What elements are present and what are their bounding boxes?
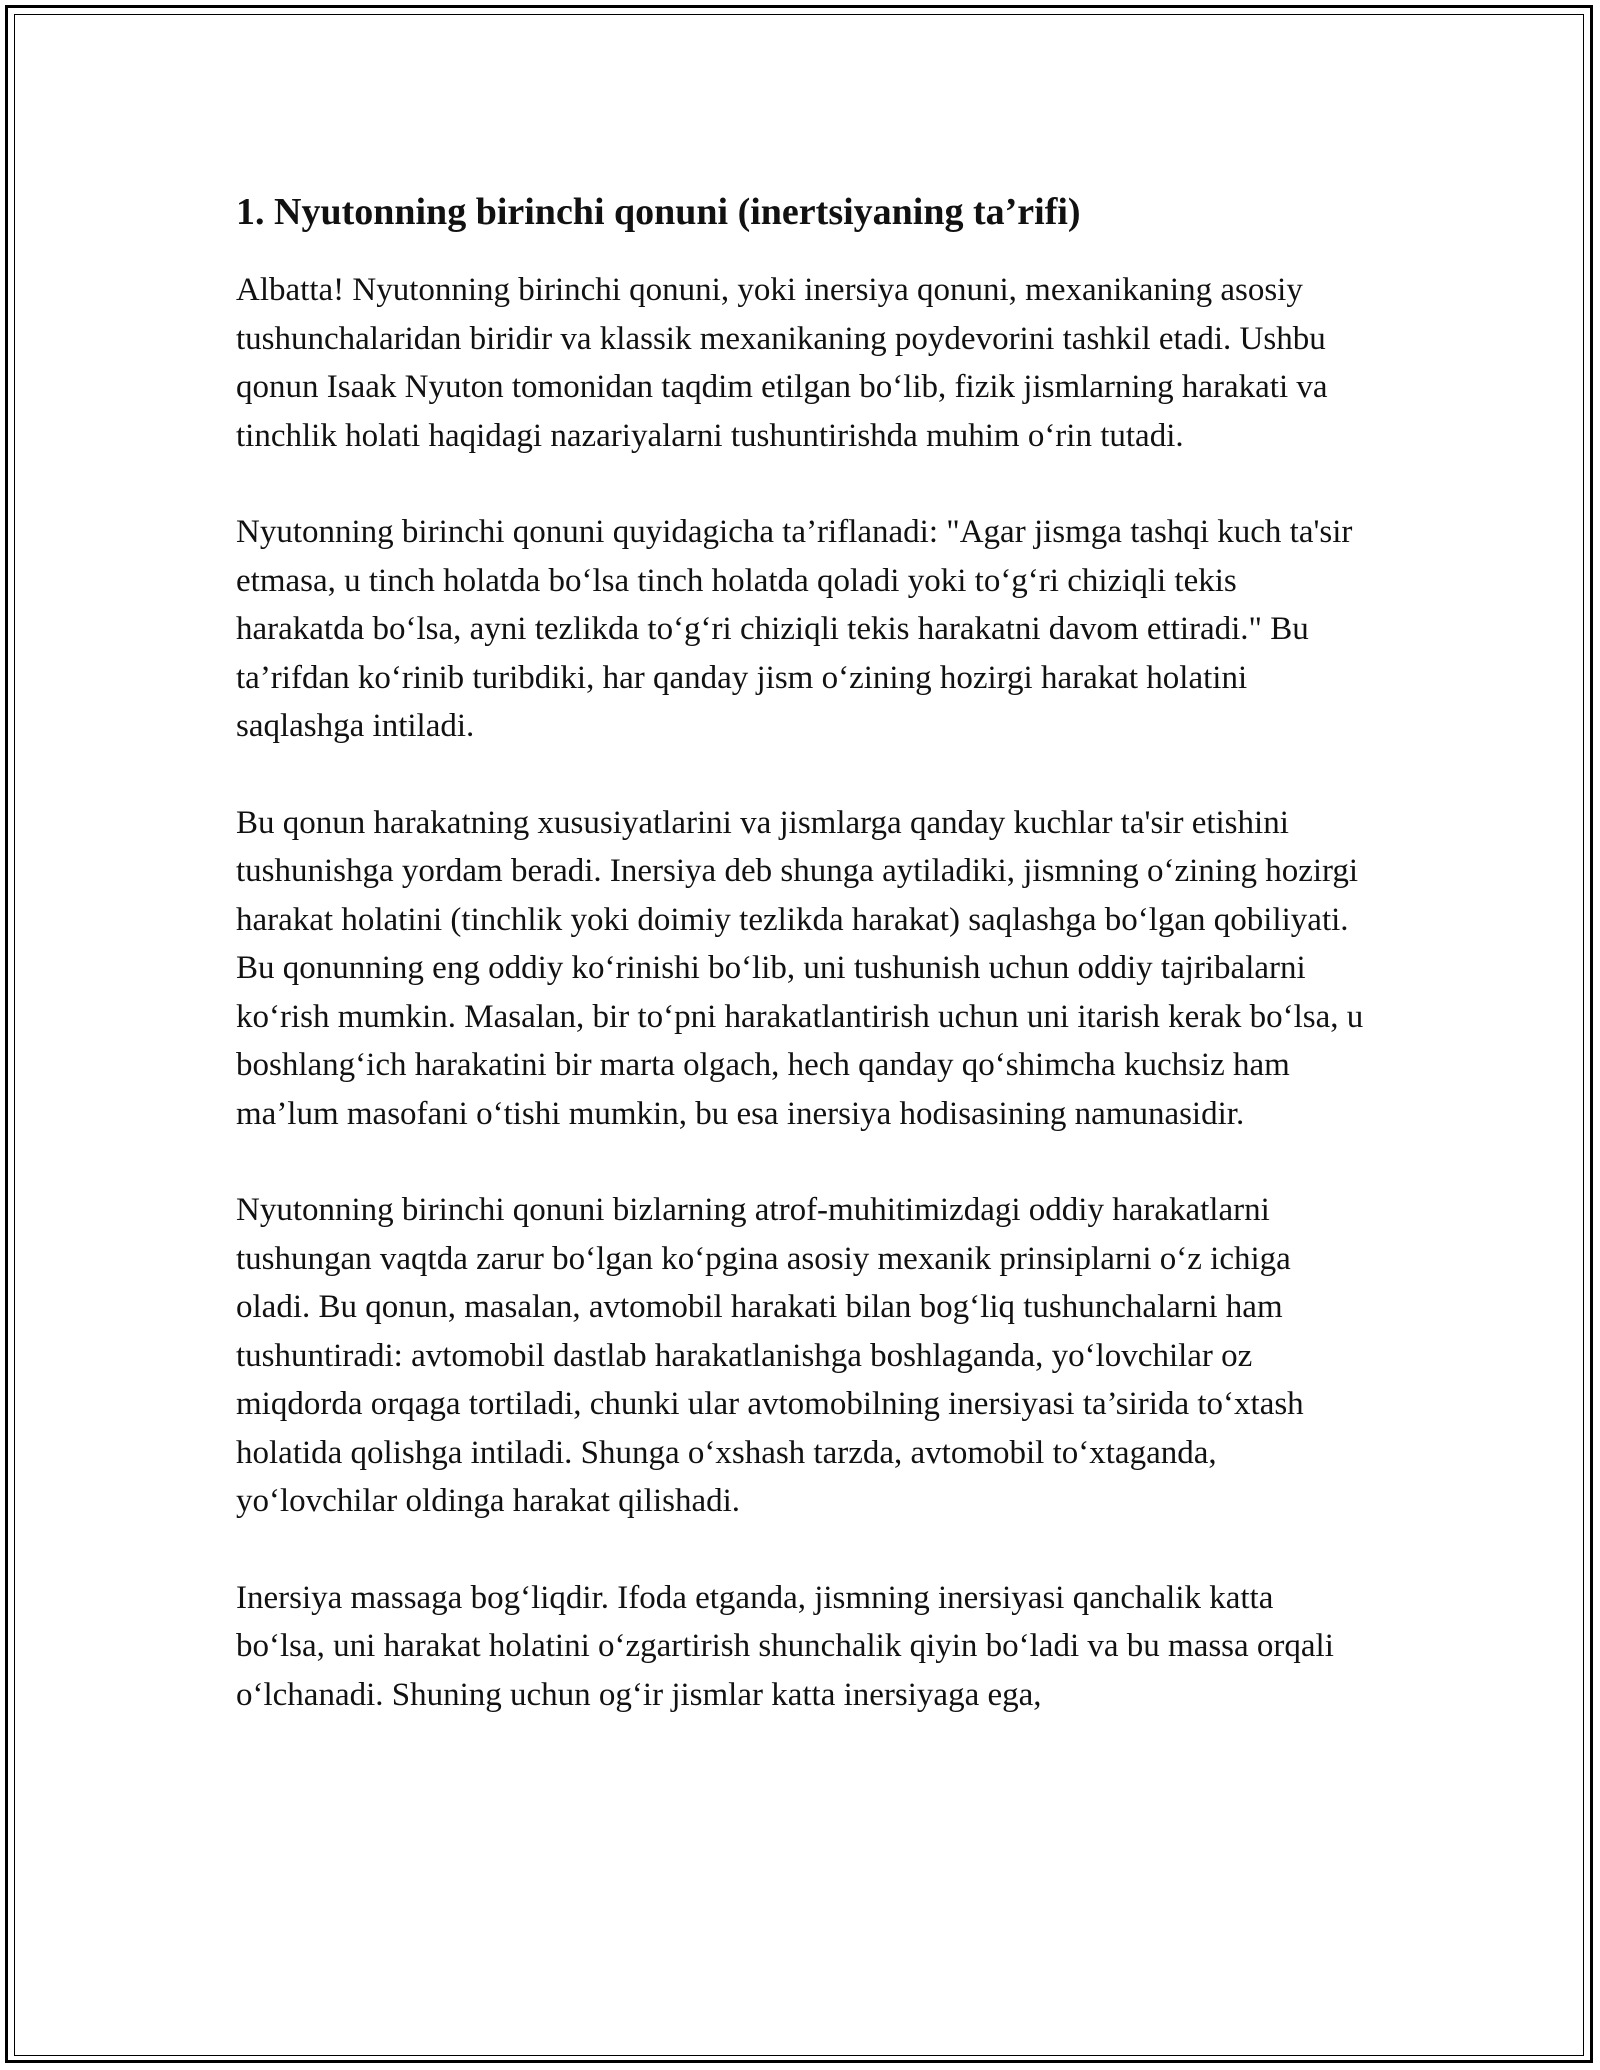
paragraph-5: Inersiya massaga bog‘liqdir. Ifoda etganda, jismning inersiyasi qanchalik katta bo‘lsa, uni harakat holatini o‘zgartirish shunchalik qiyin bo‘ladi va bu massa orqali o‘lchanadi. Shuning uchun og‘ir jismlar katta inersiyaga ega,	[236, 1579, 1334, 1713]
paragraph-2: Nyutonning birinchi qonuni quyidagicha ta’riflanadi: "Agar jismga tashqi kuch ta'sir etmasa, u tinch holatda bo‘lsa tinch holatda qoladi yoki to‘g‘ri chiziqli tekis harakatda bo‘lsa, ayni tezlikda to‘g‘ri chiziqli tekis harakatni davom ettiradi." Bu ta’rifdan ko‘rinib turibdiki, har qanday jism o‘zining hozirgi harakat holatini saqlashga intiladi.	[236, 514, 1353, 744]
paragraph-1: Albatta! Nyutonning birinchi qonuni, yoki inersiya qonuni, mexanikaning asosiy tushunchalaridan biridir va klassik mexanikaning poydevorini tashkil etadi. Ushbu qonun Isaak Nyuton tomonidan taqdim etilgan bo‘lib, fizik jismlarning harakati va tinchlik holati haqidagi nazariyalarni tushuntirishda muhim o‘rin tutadi.	[236, 272, 1328, 454]
document-body	[236, 184, 1366, 1767]
document-title: 1. Nyutonning birinchi qonuni (inertsiyaning ta’rifi)	[236, 191, 1081, 233]
paragraph-3: Bu qonun harakatning xususiyatlarini va jismlarga qanday kuchlar ta'sir etishini tushunishga yordam beradi. Inersiya deb shunga aytiladiki, jismning o‘zining hozirgi harakat holatini (tinchlik yoki doimiy tezlikda harakat) saqlashga bo‘lgan qobiliyati. Bu qonunning eng oddiy ko‘rinishi bo‘lib, uni tushunish uchun oddiy tajribalarni ko‘rish mumkin. Masalan, bir to‘pni harakatlantirish uchun uni itarish kerak bo‘lsa, u boshlang‘ich harakatini bir marta olgach, hech qanday qo‘shimcha kuchsiz ham ma’lum masofani o‘tishi mumkin, bu esa inersiya hodisasining namunasidir.	[236, 804, 1364, 1132]
paragraph-4: Nyutonning birinchi qonuni bizlarning atrof-muhitimizdagi oddiy harakatlarni tushungan vaqtda zarur bo‘lgan ko‘pgina asosiy mexanik prinsiplarni o‘z ichiga oladi. Bu qonun, masalan, avtomobil harakati bilan bog‘liq tushunchalarni ham tushuntiradi: avtomobil dastlab harakatlanishga boshlaganda, yo‘lovchilar oz miqdorda orqaga tortiladi, chunki ular avtomobilning inersiyasi ta’sirida to‘xtash holatida qolishga intiladi. Shunga o‘xshash tarzda, avtomobil to‘xtaganda, yo‘lovchilar oldinga harakat qilishadi.	[236, 1192, 1304, 1519]
